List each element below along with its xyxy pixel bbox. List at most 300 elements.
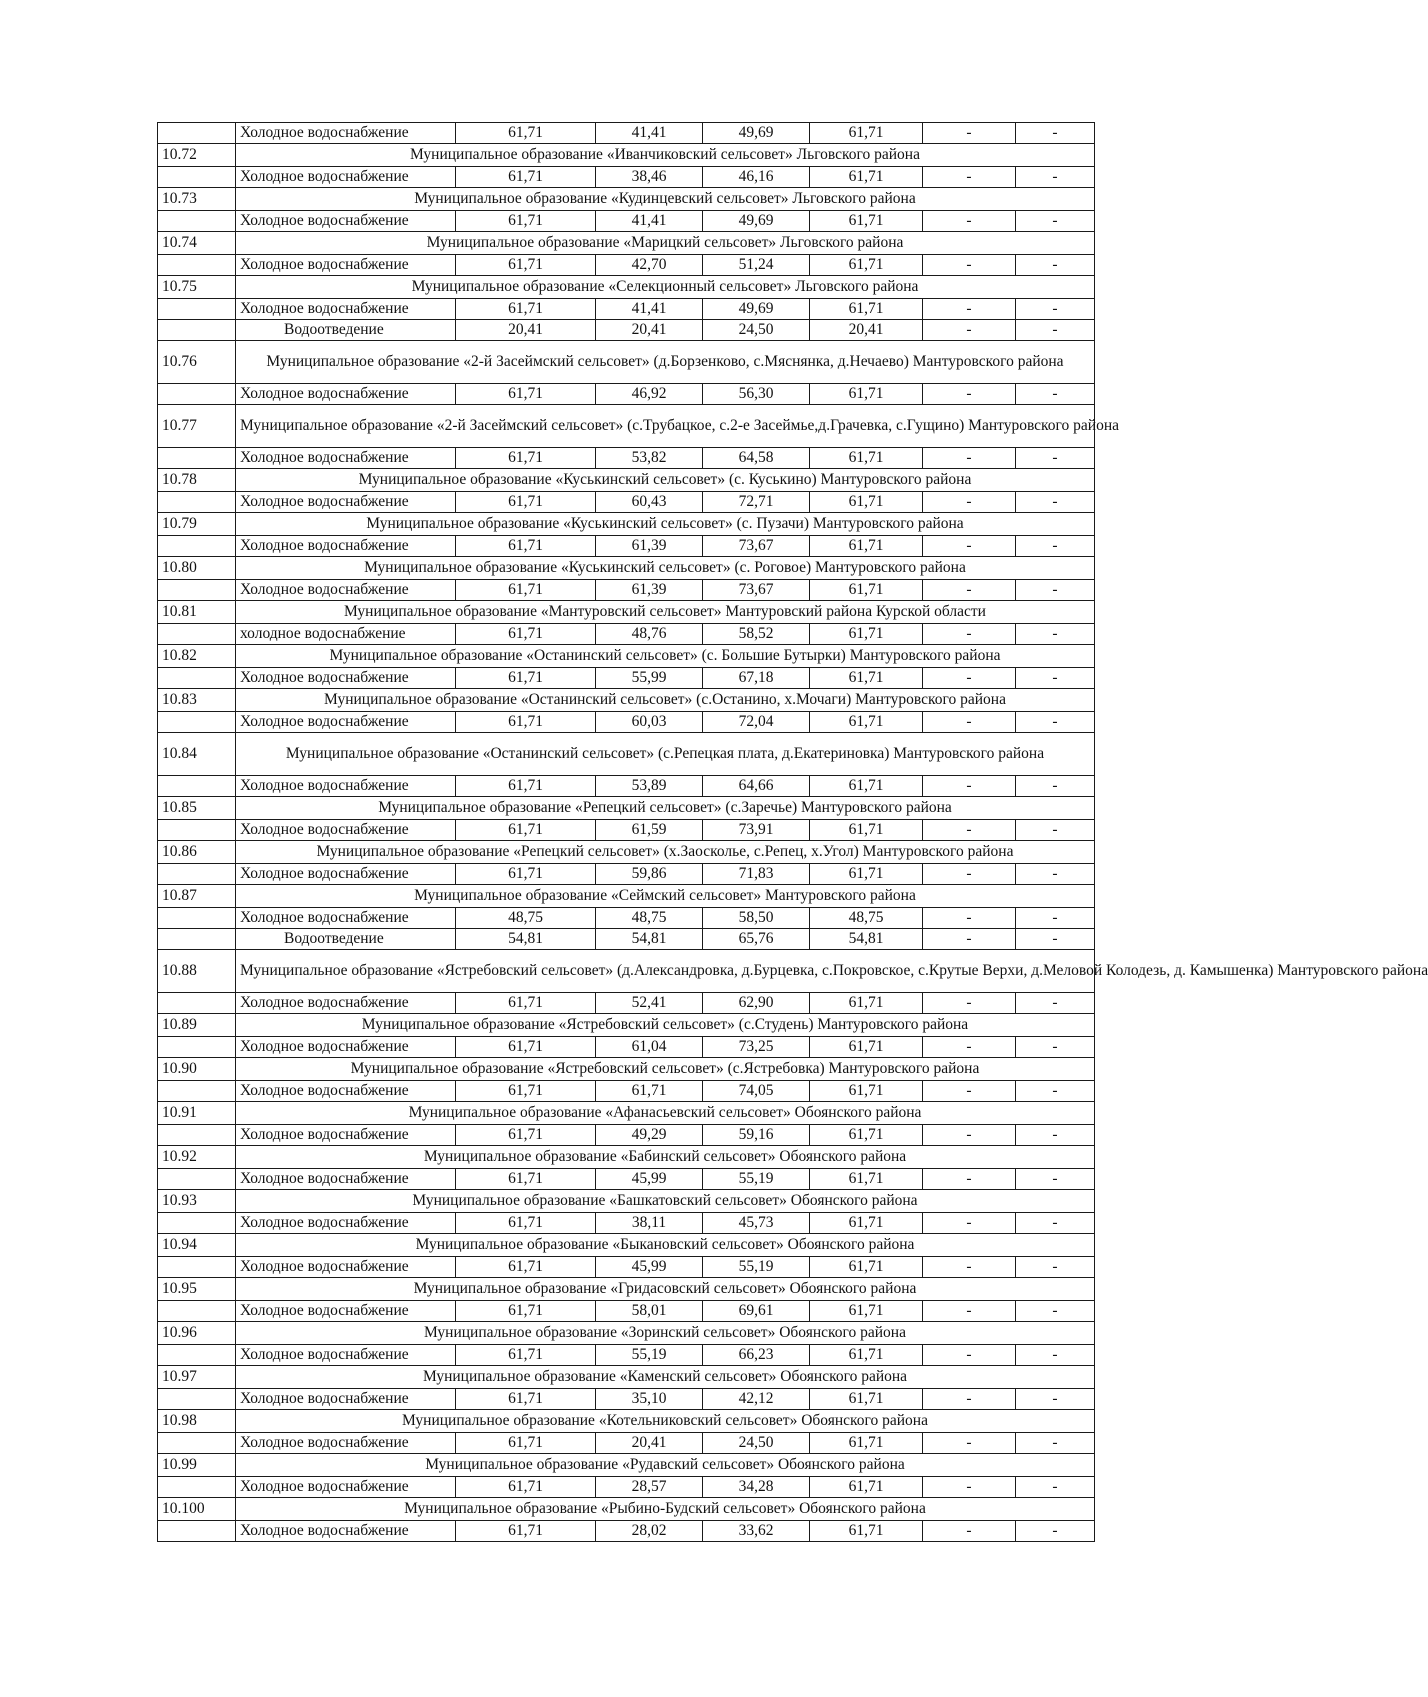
tariff-dash: - (1016, 492, 1095, 513)
tariff-value: 54,81 (810, 929, 923, 950)
service-name: Холодное водоснабжение (236, 1213, 456, 1234)
tariff-value: 61,71 (810, 448, 923, 469)
tariff-value: 61,71 (810, 384, 923, 405)
tariff-value: 67,18 (703, 668, 810, 689)
tariff-value: 61,71 (456, 448, 596, 469)
service-row (158, 1521, 1095, 1542)
service-row (158, 255, 1095, 276)
tariff-dash: - (923, 1213, 1016, 1234)
row-number: 10.83 (158, 689, 236, 712)
tariff-value: 62,90 (703, 993, 810, 1014)
service-row (158, 211, 1095, 232)
tariff-value: 61,71 (456, 1213, 596, 1234)
municipality-row (158, 513, 1095, 536)
tariff-value: 61,71 (810, 668, 923, 689)
tariff-value: 38,46 (596, 167, 703, 188)
municipality-name: Муниципальное образование «Каменский сельсовет» Обоянского района (236, 1366, 1095, 1389)
tariff-dash: - (923, 1433, 1016, 1454)
tariff-value: 61,71 (810, 624, 923, 645)
service-name: холодное водоснабжение (236, 624, 456, 645)
tariff-value: 61,71 (810, 993, 923, 1014)
row-number-empty (158, 1301, 236, 1322)
tariff-value: 20,41 (810, 320, 923, 341)
service-name: Холодное водоснабжение (236, 993, 456, 1014)
tariff-value: 51,24 (703, 255, 810, 276)
tariff-dash: - (1016, 448, 1095, 469)
municipality-name: Муниципальное образование «Быкановский сельсовет» Обоянского района (236, 1234, 1095, 1257)
municipality-name: Муниципальное образование «Бабинский сельсовет» Обоянского района (236, 1146, 1095, 1169)
tariff-dash: - (1016, 712, 1095, 733)
row-number-empty (158, 123, 236, 144)
service-row (158, 167, 1095, 188)
tariff-dash: - (923, 123, 1016, 144)
tariff-value: 61,71 (456, 1081, 596, 1102)
tariff-dash: - (1016, 929, 1095, 950)
tariff-value: 61,71 (456, 536, 596, 557)
tariff-value: 54,81 (456, 929, 596, 950)
municipality-row (158, 645, 1095, 668)
tariff-value: 69,61 (703, 1301, 810, 1322)
tariff-value: 61,71 (456, 1345, 596, 1366)
tariff-value: 61,71 (810, 492, 923, 513)
tariff-value: 61,71 (456, 211, 596, 232)
tariff-dash: - (1016, 776, 1095, 797)
service-row (158, 908, 1095, 929)
tariff-value: 61,71 (810, 580, 923, 601)
municipality-row (158, 1410, 1095, 1433)
service-row (158, 1257, 1095, 1278)
service-row (158, 123, 1095, 144)
tariff-dash: - (1016, 1301, 1095, 1322)
tariff-value: 61,71 (456, 580, 596, 601)
row-number: 10.90 (158, 1058, 236, 1081)
service-row (158, 712, 1095, 733)
tariff-dash: - (923, 993, 1016, 1014)
row-number-empty (158, 536, 236, 557)
tariff-value: 38,11 (596, 1213, 703, 1234)
municipality-row (158, 1146, 1095, 1169)
service-name: Холодное водоснабжение (236, 1081, 456, 1102)
tariff-dash: - (923, 1477, 1016, 1498)
tariff-value: 61,71 (456, 1125, 596, 1146)
tariff-value: 61,71 (456, 1169, 596, 1190)
service-name: Холодное водоснабжение (236, 1521, 456, 1542)
tariff-table (157, 122, 1428, 1542)
service-row (158, 320, 1095, 341)
row-number: 10.94 (158, 1234, 236, 1257)
tariff-value: 20,41 (456, 320, 596, 341)
tariff-value: 28,02 (596, 1521, 703, 1542)
row-number: 10.95 (158, 1278, 236, 1301)
service-name: Холодное водоснабжение (236, 1345, 456, 1366)
row-number-empty (158, 1345, 236, 1366)
tariff-value: 61,71 (810, 712, 923, 733)
tariff-value: 46,16 (703, 167, 810, 188)
tariff-value: 61,71 (810, 1301, 923, 1322)
tariff-value: 61,71 (810, 299, 923, 320)
tariff-value: 61,71 (810, 820, 923, 841)
tariff-value: 48,76 (596, 624, 703, 645)
service-name: Холодное водоснабжение (236, 167, 456, 188)
tariff-value: 46,92 (596, 384, 703, 405)
tariff-value: 61,71 (456, 1477, 596, 1498)
service-name: Холодное водоснабжение (236, 908, 456, 929)
tariff-value: 52,41 (596, 993, 703, 1014)
row-number: 10.78 (158, 469, 236, 492)
tariff-value: 61,71 (810, 536, 923, 557)
municipality-name: Муниципальное образование «Куськинский сельсовет» (с. Куськино) Мантуровского района (236, 469, 1095, 492)
municipality-name: Муниципальное образование «Ястребовский сельсовет» (с.Ястребовка) Мантуровского района (236, 1058, 1095, 1081)
municipality-row (158, 950, 1095, 993)
municipality-row (158, 188, 1095, 211)
tariff-value: 45,99 (596, 1169, 703, 1190)
tariff-value: 61,71 (456, 993, 596, 1014)
municipality-row (158, 1014, 1095, 1037)
tariff-dash: - (923, 864, 1016, 885)
tariff-value: 41,41 (596, 123, 703, 144)
tariff-value: 73,25 (703, 1037, 810, 1058)
tariff-dash: - (923, 1125, 1016, 1146)
municipality-name: Муниципальное образование «Репецкий сельсовет» (х.Заосколье, с.Репец, х.Угол) Мантуровского района (236, 841, 1095, 864)
tariff-value: 61,71 (810, 123, 923, 144)
tariff-value: 61,71 (810, 1257, 923, 1278)
service-name: Холодное водоснабжение (236, 712, 456, 733)
row-number-empty (158, 384, 236, 405)
service-row (158, 1125, 1095, 1146)
tariff-dash: - (923, 908, 1016, 929)
municipality-name: Муниципальное образование «Котельниковский сельсовет» Обоянского района (236, 1410, 1095, 1433)
service-row (158, 1213, 1095, 1234)
tariff-value: 61,04 (596, 1037, 703, 1058)
row-number: 10.99 (158, 1454, 236, 1477)
tariff-dash: - (1016, 167, 1095, 188)
tariff-dash: - (923, 1081, 1016, 1102)
service-name: Холодное водоснабжение (236, 536, 456, 557)
row-number: 10.84 (158, 733, 236, 776)
service-row (158, 1345, 1095, 1366)
row-number-empty (158, 299, 236, 320)
tariff-value: 61,71 (456, 864, 596, 885)
tariff-dash: - (923, 448, 1016, 469)
service-name: Холодное водоснабжение (236, 1389, 456, 1410)
tariff-value: 61,71 (456, 668, 596, 689)
tariff-value: 33,62 (703, 1521, 810, 1542)
row-number: 10.73 (158, 188, 236, 211)
tariff-value: 53,82 (596, 448, 703, 469)
tariff-dash: - (1016, 1389, 1095, 1410)
tariff-value: 64,66 (703, 776, 810, 797)
municipality-row (158, 1278, 1095, 1301)
tariff-dash: - (923, 668, 1016, 689)
tariff-value: 61,71 (810, 1169, 923, 1190)
municipality-row (158, 885, 1095, 908)
service-row (158, 384, 1095, 405)
tariff-value: 61,71 (810, 864, 923, 885)
municipality-name: Муниципальное образование «2-й Засеймский сельсовет» (с.Трубацкое, с.2-е Засеймье,д.Грачевка, с.Гущино) Мантуровского района (236, 405, 1095, 448)
row-number: 10.96 (158, 1322, 236, 1345)
tariff-value: 48,75 (596, 908, 703, 929)
tariff-value: 56,30 (703, 384, 810, 405)
tariff-value: 71,83 (703, 864, 810, 885)
tariff-value: 61,71 (456, 624, 596, 645)
tariff-value: 74,05 (703, 1081, 810, 1102)
tariff-value: 61,71 (456, 776, 596, 797)
municipality-row (158, 341, 1095, 384)
service-name: Холодное водоснабжение (236, 211, 456, 232)
tariff-value: 41,41 (596, 299, 703, 320)
tariff-dash: - (1016, 820, 1095, 841)
municipality-row (158, 405, 1095, 448)
service-name: Холодное водоснабжение (236, 492, 456, 513)
tariff-value: 54,81 (596, 929, 703, 950)
row-number: 10.77 (158, 405, 236, 448)
service-name: Холодное водоснабжение (236, 776, 456, 797)
service-row (158, 1477, 1095, 1498)
service-name: Холодное водоснабжение (236, 299, 456, 320)
tariff-value: 61,39 (596, 536, 703, 557)
tariff-value: 59,86 (596, 864, 703, 885)
tariff-dash: - (923, 1169, 1016, 1190)
row-number: 10.85 (158, 797, 236, 820)
service-row (158, 1389, 1095, 1410)
tariff-value: 58,01 (596, 1301, 703, 1322)
municipality-name: Муниципальное образование «Мантуровский сельсовет» Мантуровский района Курской области (236, 601, 1095, 624)
tariff-value: 61,71 (596, 1081, 703, 1102)
tariff-dash: - (1016, 864, 1095, 885)
tariff-value: 42,70 (596, 255, 703, 276)
service-row (158, 776, 1095, 797)
service-name: Холодное водоснабжение (236, 1169, 456, 1190)
tariff-value: 55,19 (596, 1345, 703, 1366)
tariff-dash: - (923, 320, 1016, 341)
service-name: Холодное водоснабжение (236, 448, 456, 469)
municipality-name: Муниципальное образование «Останинский сельсовет» (с.Останино, х.Мочаги) Мантуровского района (236, 689, 1095, 712)
municipality-name: Муниципальное образование «Ястребовский сельсовет» (д.Александровка, д.Бурцевка, с.Покровское, с.Крутые Верхи, д.Меловой Колодезь, д. Камышенка) Мантуровского района (236, 950, 1095, 993)
tariff-dash: - (1016, 1433, 1095, 1454)
row-number-empty (158, 492, 236, 513)
tariff-dash: - (1016, 580, 1095, 601)
tariff-value: 65,76 (703, 929, 810, 950)
tariff-value: 49,69 (703, 211, 810, 232)
municipality-name: Муниципальное образование «Селекционный сельсовет» Льговского района (236, 276, 1095, 299)
tariff-dash: - (1016, 1213, 1095, 1234)
service-name: Холодное водоснабжение (236, 864, 456, 885)
tariff-value: 60,43 (596, 492, 703, 513)
tariff-value: 61,71 (456, 299, 596, 320)
service-name: Холодное водоснабжение (236, 255, 456, 276)
service-row (158, 1301, 1095, 1322)
row-number: 10.92 (158, 1146, 236, 1169)
tariff-value: 61,71 (456, 1301, 596, 1322)
municipality-name: Муниципальное образование «Башкатовский сельсовет» Обоянского района (236, 1190, 1095, 1213)
tariff-value: 24,50 (703, 1433, 810, 1454)
row-number-empty (158, 1433, 236, 1454)
tariff-dash: - (1016, 1169, 1095, 1190)
service-name: Холодное водоснабжение (236, 820, 456, 841)
tariff-value: 61,71 (456, 1257, 596, 1278)
row-number-empty (158, 320, 236, 341)
service-row (158, 668, 1095, 689)
municipality-row (158, 1102, 1095, 1125)
municipality-name: Муниципальное образование «Рудавский сельсовет» Обоянского района (236, 1454, 1095, 1477)
row-number-empty (158, 993, 236, 1014)
tariff-dash: - (1016, 255, 1095, 276)
service-name: Холодное водоснабжение (236, 580, 456, 601)
municipality-name: Муниципальное образование «Останинский сельсовет» (с. Большие Бутырки) Мантуровского района (236, 645, 1095, 668)
service-name: Холодное водоснабжение (236, 1433, 456, 1454)
service-name: Холодное водоснабжение (236, 1125, 456, 1146)
tariff-value: 48,75 (810, 908, 923, 929)
municipality-row (158, 841, 1095, 864)
row-number-empty (158, 255, 236, 276)
row-number-empty (158, 864, 236, 885)
row-number-empty (158, 167, 236, 188)
tariff-dash: - (1016, 1477, 1095, 1498)
row-number: 10.89 (158, 1014, 236, 1037)
tariff-value: 20,41 (596, 1433, 703, 1454)
row-number-empty (158, 1521, 236, 1542)
tariff-value: 49,69 (703, 299, 810, 320)
municipality-row (158, 276, 1095, 299)
municipality-name: Муниципальное образование «2-й Засеймский сельсовет» (д.Борзенково, с.Мяснянка, д.Нечаево) Мантуровского района (236, 341, 1095, 384)
tariff-value: 61,39 (596, 580, 703, 601)
row-number-empty (158, 1169, 236, 1190)
row-number: 10.87 (158, 885, 236, 908)
service-name: Холодное водоснабжение (236, 1301, 456, 1322)
service-row (158, 1081, 1095, 1102)
tariff-value: 55,99 (596, 668, 703, 689)
tariff-value: 61,71 (456, 1433, 596, 1454)
tariff-value: 61,71 (810, 255, 923, 276)
row-number-empty (158, 908, 236, 929)
tariff-value: 61,59 (596, 820, 703, 841)
municipality-name: Муниципальное образование «Куськинский сельсовет» (с. Роговое) Мантуровского района (236, 557, 1095, 580)
tariff-value: 61,71 (456, 1037, 596, 1058)
tariff-value: 34,28 (703, 1477, 810, 1498)
row-number: 10.97 (158, 1366, 236, 1389)
municipality-row (158, 1322, 1095, 1345)
row-number-empty (158, 448, 236, 469)
tariff-value: 61,71 (456, 712, 596, 733)
tariff-value: 64,58 (703, 448, 810, 469)
tariff-value: 61,71 (456, 167, 596, 188)
row-number-empty (158, 1389, 236, 1410)
tariff-value: 58,52 (703, 624, 810, 645)
municipality-row (158, 797, 1095, 820)
service-row (158, 864, 1095, 885)
tariff-value: 28,57 (596, 1477, 703, 1498)
tariff-value: 66,23 (703, 1345, 810, 1366)
tariff-dash: - (923, 580, 1016, 601)
row-number: 10.88 (158, 950, 236, 993)
row-number: 10.80 (158, 557, 236, 580)
service-name: Холодное водоснабжение (236, 668, 456, 689)
row-number-empty (158, 624, 236, 645)
service-name: Водоотведение (236, 320, 456, 341)
tariff-dash: - (1016, 668, 1095, 689)
tariff-dash: - (923, 776, 1016, 797)
tariff-value: 61,71 (810, 211, 923, 232)
tariff-dash: - (923, 384, 1016, 405)
municipality-row (158, 469, 1095, 492)
tariff-value: 60,03 (596, 712, 703, 733)
municipality-name: Муниципальное образование «Куськинский сельсовет» (с. Пузачи) Мантуровского района (236, 513, 1095, 536)
tariff-value: 61,71 (810, 1345, 923, 1366)
tariff-value: 61,71 (456, 492, 596, 513)
row-number: 10.93 (158, 1190, 236, 1213)
municipality-row (158, 232, 1095, 255)
row-number: 10.74 (158, 232, 236, 255)
row-number: 10.79 (158, 513, 236, 536)
tariff-dash: - (1016, 993, 1095, 1014)
tariff-value: 20,41 (596, 320, 703, 341)
row-number-empty (158, 1125, 236, 1146)
row-number-empty (158, 1477, 236, 1498)
service-row (158, 993, 1095, 1014)
tariff-dash: - (1016, 299, 1095, 320)
tariff-dash: - (923, 1037, 1016, 1058)
service-name: Холодное водоснабжение (236, 1037, 456, 1058)
service-name: Холодное водоснабжение (236, 1477, 456, 1498)
tariff-dash: - (1016, 123, 1095, 144)
tariff-value: 42,12 (703, 1389, 810, 1410)
row-number-empty (158, 1037, 236, 1058)
municipality-row (158, 1454, 1095, 1477)
row-number: 10.76 (158, 341, 236, 384)
row-number-empty (158, 580, 236, 601)
tariff-value: 73,67 (703, 580, 810, 601)
tariff-value: 48,75 (456, 908, 596, 929)
service-row (158, 536, 1095, 557)
tariff-value: 61,71 (810, 1081, 923, 1102)
row-number-empty (158, 1257, 236, 1278)
tariff-dash: - (1016, 1037, 1095, 1058)
tariff-value: 73,67 (703, 536, 810, 557)
tariff-value: 61,71 (810, 1037, 923, 1058)
row-number: 10.82 (158, 645, 236, 668)
municipality-row (158, 1234, 1095, 1257)
municipality-row (158, 601, 1095, 624)
tariff-table-body (158, 123, 1428, 1542)
municipality-row (158, 1366, 1095, 1389)
service-name: Водоотведение (236, 929, 456, 950)
tariff-dash: - (923, 1345, 1016, 1366)
tariff-value: 73,91 (703, 820, 810, 841)
municipality-row (158, 557, 1095, 580)
municipality-name: Муниципальное образование «Кудинцевский сельсовет» Льговского района (236, 188, 1095, 211)
tariff-dash: - (1016, 908, 1095, 929)
tariff-value: 72,04 (703, 712, 810, 733)
tariff-value: 61,71 (810, 1389, 923, 1410)
tariff-value: 61,71 (810, 1477, 923, 1498)
row-number-empty (158, 929, 236, 950)
service-row (158, 492, 1095, 513)
tariff-dash: - (923, 820, 1016, 841)
service-row (158, 1169, 1095, 1190)
tariff-dash: - (923, 1257, 1016, 1278)
service-name: Холодное водоснабжение (236, 123, 456, 144)
tariff-value: 24,50 (703, 320, 810, 341)
tariff-dash: - (1016, 1257, 1095, 1278)
tariff-value: 61,71 (456, 1389, 596, 1410)
municipality-row (158, 689, 1095, 712)
tariff-value: 61,71 (810, 776, 923, 797)
tariff-value: 45,99 (596, 1257, 703, 1278)
municipality-row (158, 144, 1095, 167)
tariff-value: 61,71 (456, 123, 596, 144)
tariff-value: 55,19 (703, 1257, 810, 1278)
tariff-value: 59,16 (703, 1125, 810, 1146)
